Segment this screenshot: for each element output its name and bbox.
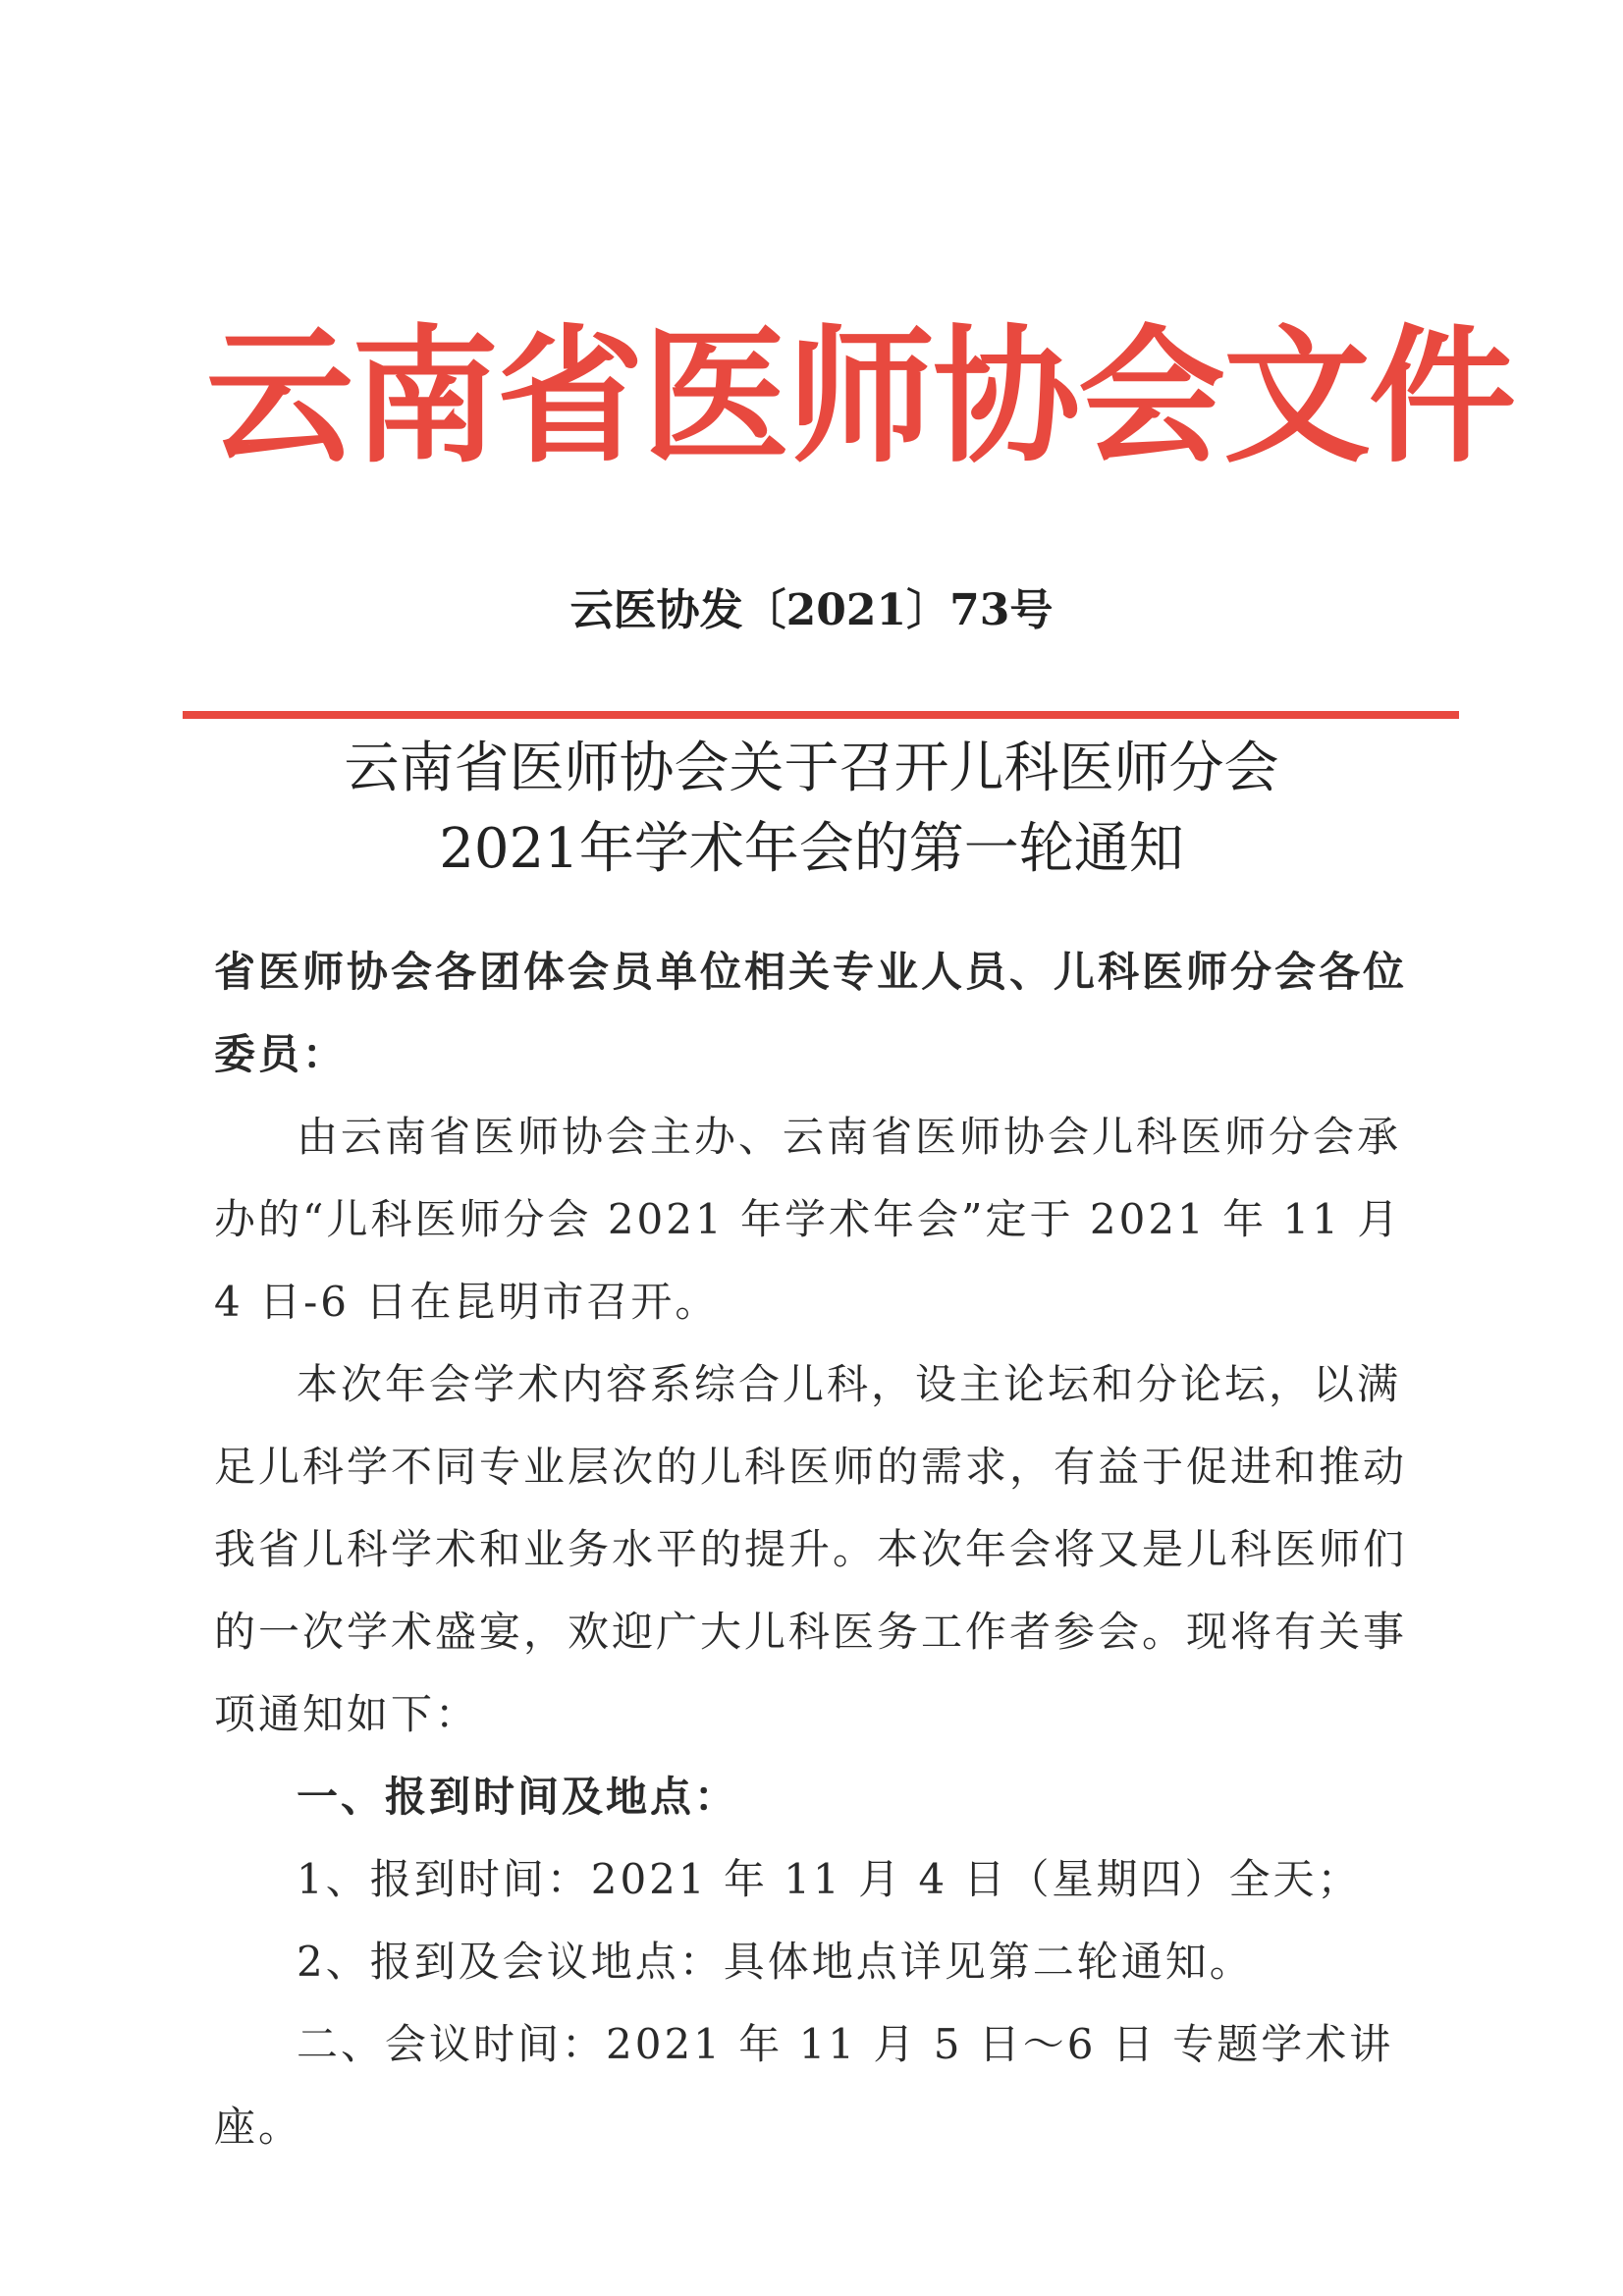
notice-body [214,931,1441,2168]
red-divider-line [183,711,1459,719]
section-2-line: 二、会议时间：2021 年 11 月 5 日～6 日 专题学术讲座。 [214,2020,1394,2151]
paragraph-2: 本次年会学术内容系综合儿科，设主论坛和分论坛，以满足儿科学不同专业层次的儿科医师的需求，有益于促进和推动我省儿科学术和业务水平的提升。本次年会将又是儿科医师们的一次学术盛宴，欢迎广大儿科医务工作者参会。现将有关事项通知如下： [214,1360,1408,1738]
document-number: 云医协发〔2021〕73号 [569,585,1054,635]
notice-title-line-1: 云南省医师协会关于召开儿科医师分会 [344,737,1279,800]
section-1-heading: 一、报到时间及地点： [297,1773,739,1821]
notice-title-line-2: 2021年学术年会的第一轮通知 [439,817,1184,881]
section-1-item-2: 2、报到及会议地点：具体地点详见第二轮通知。 [297,1938,1254,1986]
org-header-title: 云南省医师协会文件 [206,312,1515,483]
salutation: 省医师协会各团体会员单位相关专业人员、儿科医师分会各位委员： [214,948,1408,1078]
notice-title [0,729,1623,890]
section-1-item-1: 1、报到时间：2021 年 11 月 4 日（星期四）全天； [297,1855,1362,1903]
paragraph-1: 由云南省医师协会主办、云南省医师协会儿科医师分会承办的“儿科医师分会 2021 年学术年会”定于 2021 年 11 月 4 日-6 日在昆明市召开。 [214,1113,1402,1326]
